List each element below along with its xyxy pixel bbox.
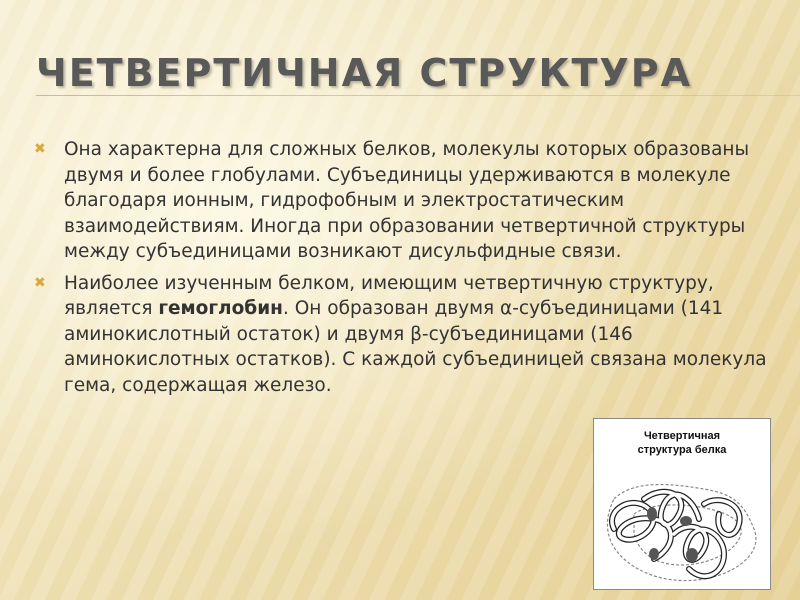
x-bullet-icon: ✖ [34,141,46,157]
bullet-item [34,137,774,265]
x-bullet-icon: ✖ [34,274,46,291]
bullet-item [34,271,774,399]
protein-structure-figure [593,418,771,590]
figure-caption-line: структура белка [637,444,727,456]
hemoglobin-bold-term: гемоглобин [158,298,283,319]
figure-caption [594,429,770,457]
quaternary-protein-illustration [594,459,770,589]
bullet-list [34,137,774,404]
slide-title: ЧЕТВЕРТИЧНАЯ СТРУКТУРА [36,51,692,95]
figure-caption-line: Четвертичная [643,430,721,442]
bullet-text [64,273,767,396]
bullet-text: Она характерна для сложных белков, молекулы которых образованы двумя и более глобулами. Субъединицы удерживаются в молекуле благодаря ионным, гидрофобным и электростатическим взаимодействиям. Иногда при образовании четвертичной структуры между субъединицами возникают дисульфидные связи. [64,139,750,262]
bullet-text-part: Наиболее изученным белком, имеющим четвертичную структуру, является [64,272,714,319]
title-divider [36,95,800,96]
bullet-text-part: . Он образован двумя α-субъединицами (141 аминокислотный остаток) и двумя β-субъединицами (146 аминокислотных остатков). С каждой субъединицей связана молекула гема, содержащая железо. [64,298,767,396]
